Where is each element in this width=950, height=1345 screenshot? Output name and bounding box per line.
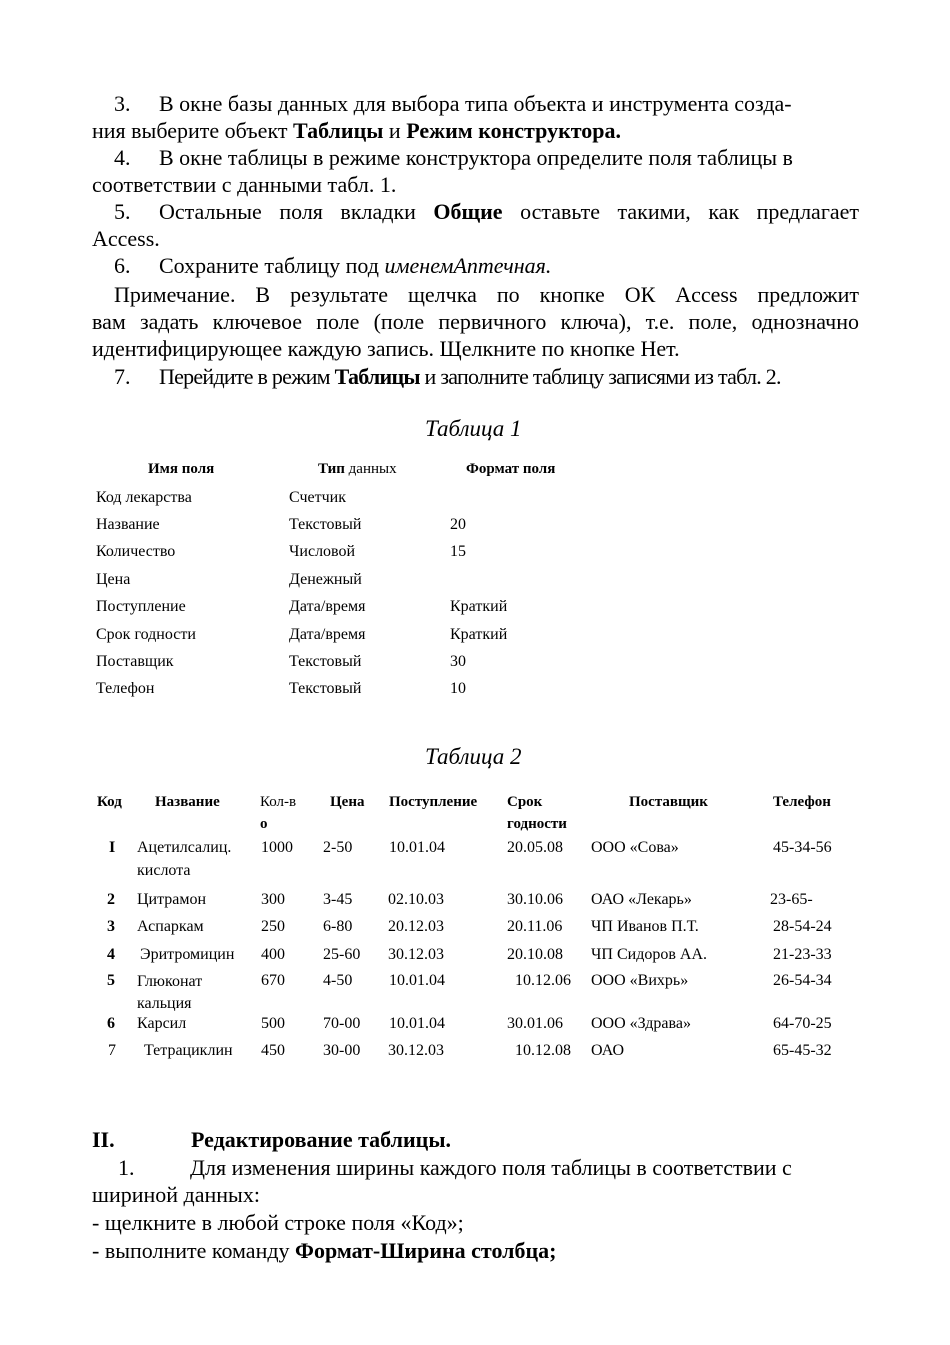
record-qty: 670 (261, 972, 285, 989)
record-supplier: ЧП Сидоров АА. (591, 946, 707, 963)
record-arrival: 02.10.03 (388, 891, 444, 908)
section-title: Редактирование таблицы. (191, 1127, 451, 1152)
record-qty: 450 (261, 1042, 285, 1059)
record-code: 2 (107, 891, 115, 908)
record-arrival: 10.01.04 (389, 972, 445, 989)
field-name: Количество (96, 543, 176, 560)
table1-header-type: Тип данных (318, 461, 397, 477)
record-price: 30-00 (323, 1042, 361, 1059)
record-arrival: 20.12.03 (388, 918, 444, 935)
step-text-line1: В окне таблицы в режиме конструктора определите поля таблицы в (159, 145, 793, 170)
field-format: 15 (450, 543, 466, 560)
table1-caption: Таблица 1 (425, 416, 522, 441)
table2-header-arrival: Поступление (389, 794, 478, 810)
record-name: Эритромицин (140, 946, 235, 963)
note-line1: Примечание. В результате щелчка по кнопке ОК Access предложит (114, 282, 859, 307)
field-format: 10 (450, 680, 466, 697)
table2-header-qty-line2: о (260, 816, 268, 832)
record-price: 6-80 (323, 918, 353, 935)
step-number: 5. (114, 199, 131, 224)
record-code: I (109, 839, 116, 856)
note-line2: вам задать ключевое поле (поле первичного ключа), т.е. поле, однозначно (92, 309, 859, 334)
step-text-line2: ния выберите объект Таблицы и Режим конструктора. (92, 118, 622, 143)
record-code: 3 (107, 918, 115, 935)
field-type: Дата/время (289, 626, 366, 643)
record-phone: 23-65- (770, 891, 813, 908)
record-expiry: 30.10.06 (507, 891, 563, 908)
record-name: Цитрамон (137, 891, 207, 908)
record-supplier: ОАО (591, 1042, 625, 1059)
record-name: Карсил (137, 1015, 187, 1032)
bold-term-tables: Таблицы (292, 118, 384, 143)
record-qty: 500 (261, 1015, 285, 1032)
record-phone: 21-23-33 (773, 946, 832, 963)
field-type: Счетчик (289, 489, 346, 506)
field-name: Поставщик (96, 653, 174, 670)
record-phone: 64-70-25 (773, 1015, 832, 1032)
record-arrival: 10.01.04 (389, 1015, 445, 1032)
field-type: Денежный (289, 571, 362, 588)
field-name: Телефон (96, 680, 155, 697)
step-text-line1: Для изменения ширины каждого поля таблицы в соответствии с (190, 1155, 792, 1180)
record-phone: 65-45-32 (773, 1042, 832, 1059)
record-price: 70-00 (323, 1015, 361, 1032)
record-expiry: 10.12.08 (515, 1042, 571, 1059)
record-qty: 400 (261, 946, 285, 963)
record-supplier: ООО «Здрава» (591, 1015, 691, 1032)
table2-header-price: Цена (330, 794, 365, 810)
step-number: 1. (118, 1155, 135, 1180)
table2-header-phone: Телефон (773, 794, 831, 810)
table2-header-expiry-line1: Срок (507, 794, 543, 810)
step-text-line1: Остальные поля вкладки Общие оставьте такими, как предлагает (159, 199, 859, 224)
record-expiry: 20.05.08 (507, 839, 563, 856)
table2-header-supplier: Поставщик (629, 794, 708, 810)
record-code: 7 (108, 1042, 116, 1059)
step-number: 6. (114, 253, 131, 278)
step-number: 3. (114, 91, 131, 116)
table2-header-qty-line1: Кол-в (260, 794, 297, 810)
field-type: Дата/время (289, 598, 366, 615)
note-line3: идентифицирующее каждую запись. Щелкните по кнопке Нет. (92, 336, 680, 361)
table1-header-name: Имя поля (148, 461, 215, 477)
record-price: 4-50 (323, 972, 353, 989)
record-arrival: 10.01.04 (389, 839, 445, 856)
record-name: Аспаркам (137, 918, 204, 935)
record-name: Тетрациклин (144, 1042, 233, 1059)
bullet-item: - выполните команду Формат-Ширина столбца; (92, 1238, 557, 1263)
record-expiry: 10.12.06 (515, 972, 571, 989)
record-supplier: ЧП Иванов П.Т. (591, 918, 699, 935)
record-name: Глюконат (137, 973, 203, 990)
field-format: Краткий (450, 626, 508, 643)
section-number: II. (92, 1127, 115, 1152)
record-price: 3-45 (323, 891, 353, 908)
field-format: Краткий (450, 598, 508, 615)
record-name: Ацетилсалиц. (137, 839, 232, 856)
record-code: 4 (107, 946, 115, 963)
field-format: 20 (450, 516, 466, 533)
field-type: Текстовый (289, 680, 362, 697)
record-expiry: 30.01.06 (507, 1015, 563, 1032)
record-supplier: ООО «Вихрь» (591, 972, 689, 989)
step-number: 4. (114, 145, 131, 170)
step-text-line2: соответствии с данными табл. 1. (92, 172, 397, 197)
table2-header-code: Код (97, 794, 122, 810)
table2-caption: Таблица 2 (425, 744, 522, 769)
step-number: 7. (114, 364, 131, 389)
record-price: 2-50 (323, 839, 353, 856)
step-text: Перейдите в режим Таблицы и заполните таблицу записями из табл. 2. (159, 364, 781, 389)
bullet-item: - щелкните в любой строке поля «Код»; (92, 1210, 464, 1235)
step-text-line2: шириной данных: (92, 1182, 260, 1207)
field-name: Код лекарства (96, 489, 192, 506)
bold-term-design-mode: Режим конструктора. (406, 118, 622, 143)
record-code: 6 (107, 1015, 115, 1032)
record-qty: 250 (261, 918, 285, 935)
bold-term-tables: Таблицы (334, 364, 420, 389)
step-text-line2: Access. (92, 226, 160, 251)
bold-command: Формат-Ширина столбца; (295, 1238, 557, 1263)
record-arrival: 30.12.03 (388, 946, 444, 963)
field-format: 30 (450, 653, 466, 670)
record-supplier: ОАО «Лекарь» (591, 891, 692, 908)
field-name: Цена (96, 571, 131, 588)
record-name-line2: кальция (137, 995, 192, 1012)
table2-header-name: Название (155, 794, 220, 810)
record-phone: 26-54-34 (773, 972, 832, 989)
field-type: Числовой (289, 543, 356, 560)
record-name-line2: кислота (137, 862, 191, 879)
record-supplier: ООО «Сова» (591, 839, 679, 856)
record-price: 25-60 (323, 946, 361, 963)
table1-header-format: Формат поля (466, 461, 556, 477)
bold-term-general: Общие (433, 199, 503, 224)
field-name: Поступление (96, 598, 186, 615)
record-arrival: 30.12.03 (388, 1042, 444, 1059)
record-expiry: 20.10.08 (507, 946, 563, 963)
step-text: Сохраните таблицу под именемАптечная. (159, 253, 552, 278)
field-name: Срок годности (96, 626, 196, 643)
record-phone: 45-34-56 (773, 839, 832, 856)
record-phone: 28-54-24 (773, 918, 832, 935)
field-name: Название (96, 516, 160, 533)
table-name-italic: именемАптечная. (384, 253, 552, 278)
record-qty: 1000 (261, 839, 293, 856)
record-qty: 300 (261, 891, 285, 908)
record-code: 5 (107, 972, 115, 989)
record-expiry: 20.11.06 (507, 918, 563, 935)
step-text-line1: В окне базы данных для выбора типа объекта и инструмента созда- (159, 91, 792, 116)
table2-header-expiry-line2: годности (507, 816, 567, 832)
field-type: Текстовый (289, 516, 362, 533)
field-type: Текстовый (289, 653, 362, 670)
